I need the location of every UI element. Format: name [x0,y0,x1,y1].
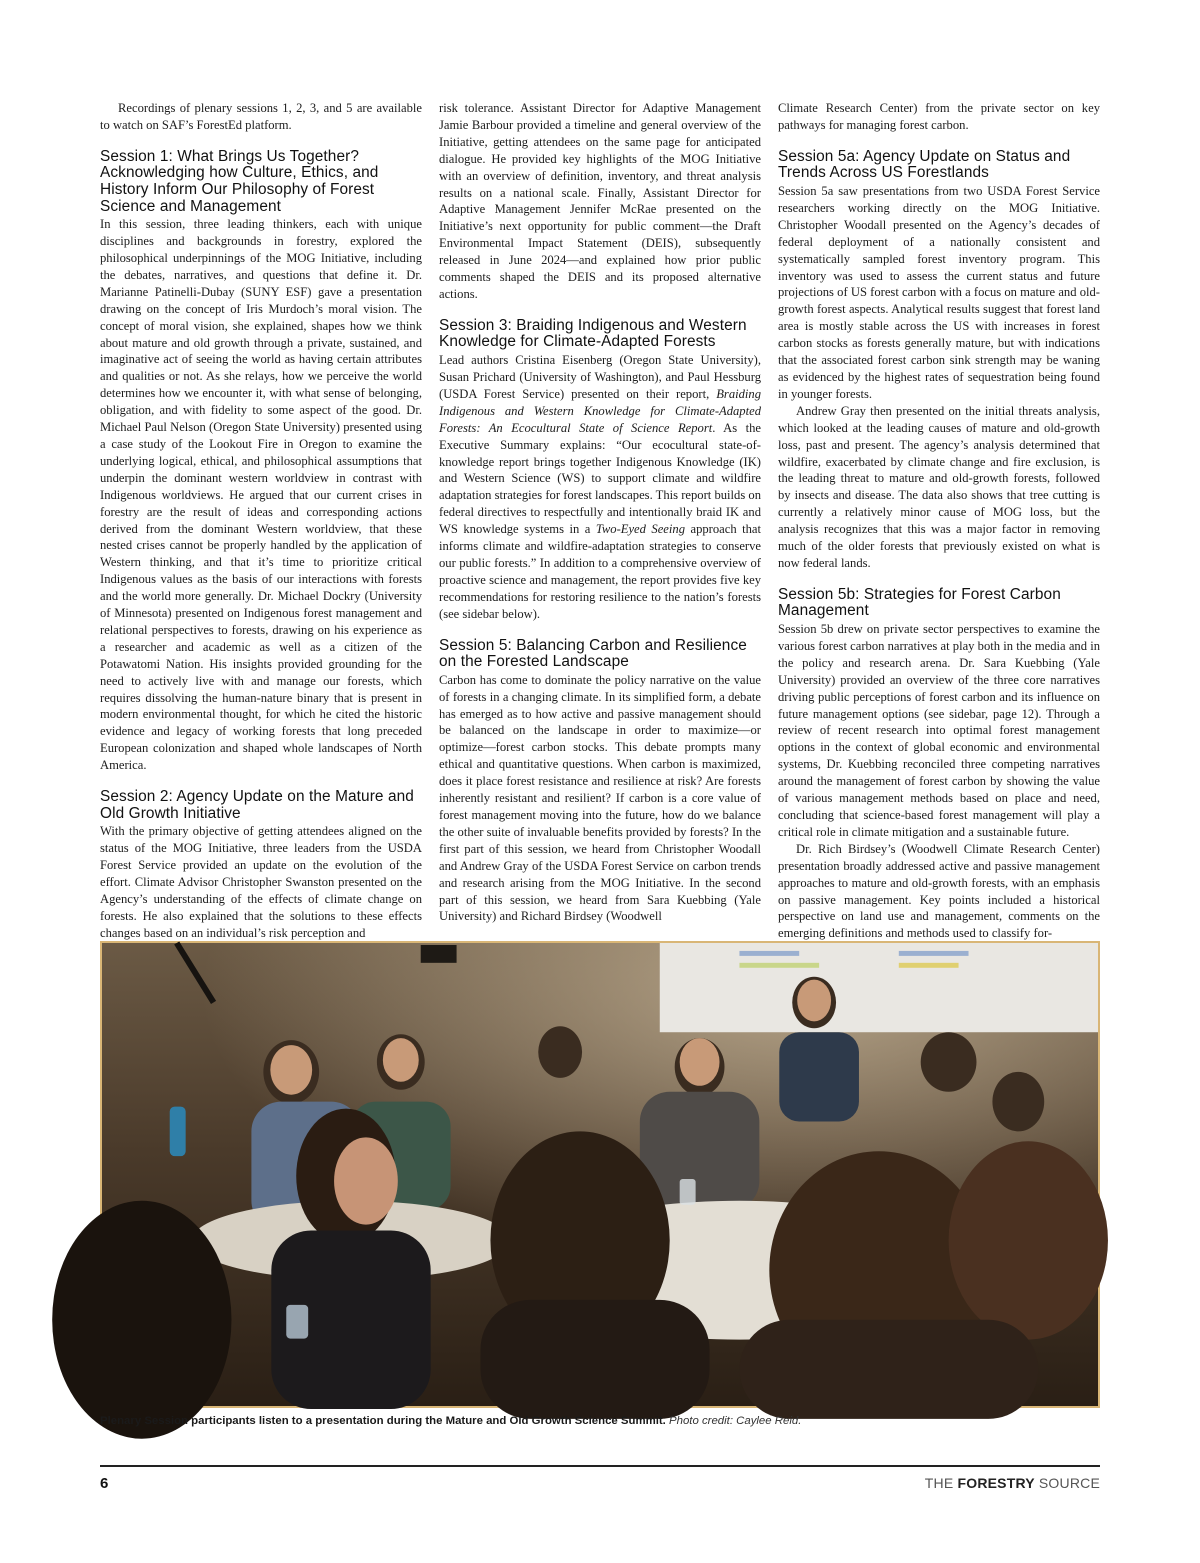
column-3 [778,100,1100,942]
session-5b-heading: Session 5b: Strategies for Forest Carbon Management [778,585,1061,620]
session-3-text-b: . As the Executive Summary explains: “Our ecocultural state-of-knowledge report brings together Indigenous Knowledge (IK) and Western Science (WS) to support climate and wildfire adaptation strategies for forest landscapes. This report builds on federal directives to respectfully and intentionally braid IK and WS knowledge systems in a [439,420,761,537]
two-eyed-seeing: Two-Eyed Seeing [595,522,685,537]
masthead-source: SOURCE [1038,1475,1100,1491]
session-2-heading: Session 2: Agency Update on the Mature and Old Growth Initiative [100,788,414,822]
session-1-heading: Session 1: What Brings Us Together? Acknowledging how Culture, Ethics, and History Inform Our Philosophy of Forest Science and Management [100,147,379,215]
masthead-forestry: FORESTRY [957,1475,1035,1491]
column-2 [439,100,761,942]
conference-photo [100,941,1100,1408]
session-1-body: In this session, three leading thinkers, each with unique disciplines and backgrounds in forestry, explored the philosophical underpinnings of the MOG Initiative, including the debates, narratives, and questions that define it. Dr. Marianne Patinelli-Dubay (SUNY ESF) gave a presentation drawing on the concept of Iris Murdoch’s moral vision. The concept of moral vision, she explained, shapes how we think about mature and old growth through a private, sustained, and imaginative act of seeing the world as having certain attributes and qualities or not. As she relays, how we perceive the world determines how we encounter it, with what sense of belonging, obligation, and with fidelity to some aspect of the good. Dr. Michael Paul Nelson (Oregon State University) presented using a case study of the Lookout Fire in Oregon to examine the underlying logical, ethical, and philosophical assumptions that underpin the dominant western worldview in contrast with Indigenous worldviews. He argued that our current crises in forestry are the result of ideas and corresponding actions derived from the dominant Western worldview, that these nested crises cannot be properly handled by the application of Western thinking, and that it’s time to prioritize critical Indigenous values as the basis of our interactions with forests and the world more generally. Dr. Michael Dockry (University of Minnesota) presented on Indigenous forest management and relational perspectives to forests, drawing on his experience as a researcher and academic as well as a citizen of the Potawatomi Nation. His insights provided grounding for the need to actively live with and manage our forests, which requires dissolving the human-nature binary that is present in modern environmental thought, for which he cited the historic evidence and legacy of working forests that long preceded European colonization and shaped whole landscapes of North America. [100,217,422,773]
session-5b-body-1: Session 5b drew on private sector perspectives to examine the various forest carbon narratives at play both in the media and in the policy and research arena. Dr. Sara Kuebbing (Yale University) provided an overview of the three core narratives driving public perceptions of forest carbon and its influence on future management options (see sidebar, page 12). Through a review of recent research into optimal forest management options in the context of global economic and environmental systems, Dr. Kuebbing reconciled three competing narratives around the management of forest carbon by showing the value of various management methods based on place and need, concluding that science-based forest management will play a critical role in climate mitigation and a sustainable future. [778,622,1100,839]
report-title: Braiding Indigenous and Western Knowledge for Climate-Adapted Forests: An Ecocultural State of Science Report [439,386,761,435]
session-5-heading: Session 5: Balancing Carbon and Resilience on the Forested Landscape [439,636,747,671]
column-1 [100,100,422,942]
session-3-text-a: Lead authors Cristina Eisenberg (Oregon State University), Susan Prichard (University of Washington), and Paul Hessburg (USDA Forest Service) presented on their report, [439,353,761,401]
footer-rule [100,1465,1100,1467]
intro-paragraph: Recordings of plenary sessions 1, 2, 3, and 5 are available to watch on SAF’s ForestEd platform. [100,101,422,132]
session-3-heading: Session 3: Braiding Indigenous and Western Knowledge for Climate-Adapted Forests [439,316,747,351]
session-5a-body-2: Andrew Gray then presented on the initial threats analysis, which looked at the leading causes of mature and old-growth loss, past and present. The agency’s analysis determined that wildfire, exacerbated by climate change and fire exclusion, is the leading threat to mature and old-growth forests, followed by insects and disease. The data also shows that tree cutting is currently a relatively minor cause of MOG loss, but the analysis recognizes that this was a major factor in removing much of the older forests that previously existed on what is now federal lands. [778,403,1100,570]
session-5a-heading: Session 5a: Agency Update on Status and Trends Across US Forestlands [778,147,1071,182]
session-5-continued: Climate Research Center) from the private sector on key pathways for managing forest carbon. [778,101,1100,132]
session-2-body: With the primary objective of getting attendees aligned on the status of the MOG Initiative, three leaders from the USDA Forest Service provided an update on the evolution of the effort. Climate Advisor Christopher Swanston presented on the Agency’s understanding of the effects of climate change on forests. He also explained that the solutions to these effects changes based on an individual’s risk perception and [100,824,422,940]
masthead-the: THE [924,1475,954,1491]
session-2-continued: risk tolerance. Assistant Director for Adaptive Management Jamie Barbour provided a timeline and general overview of the Initiative, getting attendees on the same page for anticipated dialogue. He provided key highlights of the MOG Initiative with an overview of definition, inventory, and threat analysis results on a national scale. Finally, Assistant Director for Adaptive Management Jennifer McRae presented on the Initiative’s next opportunity for public comment—the Draft Environmental Impact Statement (DEIS), subsequently released in June 2024—and explained how prior public comments shaped the DEIS and its proposed alternative actions. [439,101,761,301]
photo-credit: Photo credit: Caylee Reid. [669,1415,802,1427]
session-3-body [439,352,761,623]
session-5a-body-1: Session 5a saw presentations from two USDA Forest Service researchers working directly on the MOG Initiative. Christopher Woodall presented on the Agency’s decades of federal deployment of a nationally consistent and systematically sampled forest inventory program. This inventory was used to assess the current status and future projections of US forest carbon with a focus on mature and old-growth forest aspects. Analytical results suggest that forest land area is mostly stable across the US with increases in forest carbon stocks as forests generally mature, but with indications that the associated forest carbon sink strength may be waning as evidenced by the highest rates of sequestration being found in younger forests. [778,184,1100,401]
session-5b-body-2: Dr. Rich Birdsey’s (Woodwell Climate Research Center) presentation broadly addressed active and passive management approaches to mature and old-growth forests, with an emphasis on passive management. Key points included a historical perspective on land use and management, comments on the emerging definitions and methods used to classify for- [778,841,1100,941]
caption-text: Plenary Session participants listen to a presentation during the Mature and Old Growth Science Summit. [100,1415,666,1427]
photo-caption [100,1415,1100,1427]
article [100,100,1100,941]
session-5-body: Carbon has come to dominate the policy narrative on the value of forests in a changing climate. In its simplified form, a debate has emerged as to how active and passive management should be balanced on the landscape in order to maximize—or optimize—forest carbon stocks. This debate prompts many ethical and quantitative questions. When carbon is maximized, does it place forest resistance and resilience at risk? Are forests inherently resistant and resilient? If carbon is a core value of forest management moving into the future, how do we balance the other suite of invaluable benefits provided by forests? In the first part of this session, we heard from Christopher Woodall and Andrew Gray of the USDA Forest Service on carbon trends and research arising from the MOG Initiative. In the second part of this session, we heard from Sara Kuebbing (Yale University) and Richard Birdsey (Woodwell [439,672,761,924]
article-columns [100,100,1100,941]
page-number: 6 [100,1475,109,1492]
publication-masthead [925,1475,1100,1491]
conference-photo-illustration [102,943,1098,1406]
projection-screen [660,943,1098,1032]
session-3-text-c: approach that informs climate and wildfire-adaptation strategies to conserve our public forests.” In addition to a comprehensive overview of proactive science and management, the report provides five key recommendations for restoring resilience to the nation’s forests (see sidebar below). [439,522,761,621]
